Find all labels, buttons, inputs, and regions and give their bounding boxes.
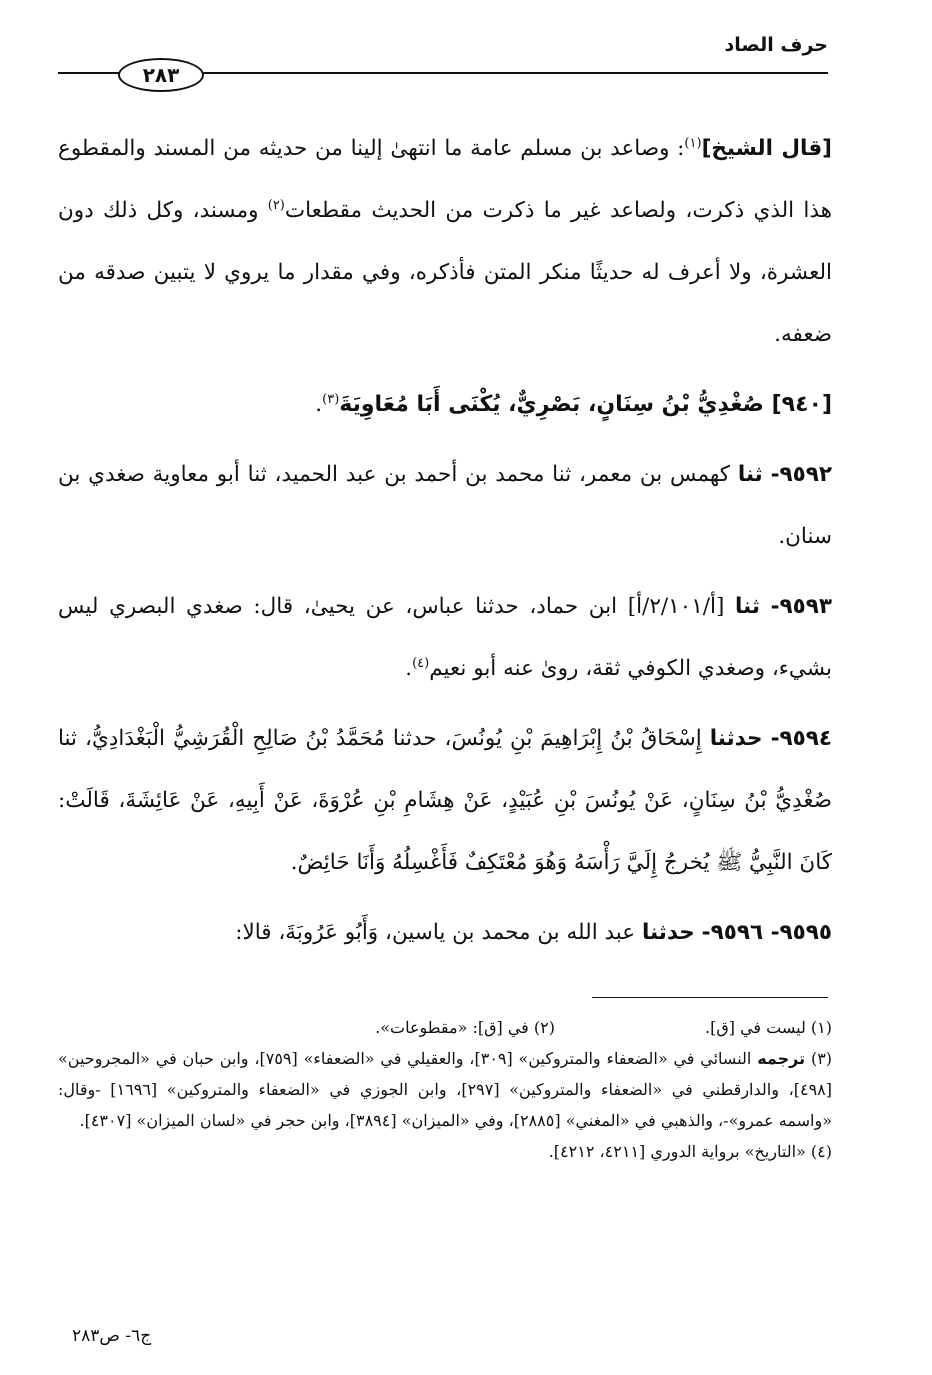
speaker-label: [قال الشيخ]: [701, 136, 832, 161]
narration-keyword: ثنا: [737, 462, 763, 487]
page-header: [58, 32, 828, 87]
main-text: [58, 118, 832, 972]
narration-keyword: حدثنا: [641, 920, 695, 945]
footnote-ref-3[interactable]: (٣): [322, 391, 340, 407]
footnote-number: (٣): [810, 1049, 833, 1068]
footnote-text: النسائي في «الضعفاء والمتروكين» [٣٠٩]، والعقيلي في «الضعفاء» [٧٥٩]، وابن حبان في «المجروحين» [٤٩٨]، والدارقطني في «الضعفاء والمتروكين» [٢٩٧]، وابن الجوزي في «الضعفاء والمتروكين» [١٦٩٦] -وقال: «واسمه عمرو»-، والذهبي في «المغني» [٢٨٨٥]، وفي «الميزان» [٣٨٩٤]، وابن حجر في «لسان الميزان» [٤٣٠٧].: [58, 1049, 833, 1130]
footnote-ref-4[interactable]: (٤): [412, 655, 430, 671]
chapter-title: حرف الصاد: [724, 34, 828, 56]
hadith-text: إِسْحَاقُ بْنُ إِبْرَاهِيمَ بْنِ يُونُسَ، حدثنا مُحَمَّدُ بْنُ صَالِحِ الْقُرَشِيُّ الْبَغْدَادِيُّ، ثنا صُغْدِيُّ بْنُ سِنَانٍ، عَنْ يُونُسَ بْنِ عُبَيْدٍ، عَنْ هِشَامِ بْنِ عُرْوَةَ، عَنْ أَبِيهِ، عَنْ عَائِشَةَ، قَالَتْ: كَانَ النَّبِيُّ ﷺ يُخرجُ إِلَيَّ رَأْسَهُ وَهُوَ مُعْتَكِفٌ فَأَغْسِلُهُ وَأَنَا حَائِضٌ.: [58, 726, 832, 875]
narration-keyword: حدثنا: [709, 726, 763, 751]
entry-end: .: [315, 392, 323, 417]
footnote-ref-2[interactable]: (٢): [267, 197, 285, 213]
footnote-2: (٢) في [ق]: «مقطوعات».: [375, 1018, 555, 1037]
hadith-9593: [58, 576, 832, 700]
entry-940: [58, 374, 832, 436]
narration-keyword: ثنا: [735, 594, 760, 619]
footnote-separator: [592, 997, 828, 998]
hadith-number: ٩٥٩٢-: [770, 462, 832, 487]
footnote-keyword: ترجمه: [757, 1049, 806, 1068]
page-reference: ج٦- ص٢٨٣: [72, 1326, 152, 1346]
hadith-number: ٩٥٩٥- ٩٥٩٦-: [701, 920, 832, 945]
paragraph-text-cont: ومسند، وكل ذلك دون العشرة، ولا أعرف له حديثًا منكر المتن فأذكره، وفي مقدار ما يروي لا يتبين صدقه من ضعفه.: [58, 198, 832, 347]
footnote-3: [58, 1043, 832, 1136]
hadith-number: ٩٥٩٤-: [770, 726, 833, 751]
footnote-4: (٤) «التاريخ» برواية الدوري [٤٢١١، ٤٢١٢].: [548, 1142, 832, 1161]
hadith-9595: [58, 902, 832, 964]
page-number: ٢٨٣: [118, 58, 204, 92]
footnotes: [58, 1012, 832, 1167]
hadith-number: ٩٥٩٣-: [770, 594, 833, 619]
hadith-text: عبد الله بن محمد بن ياسين، وَأَبُو عَرُوبَةَ، قالا:: [235, 920, 636, 945]
hadith-text: كهمس بن معمر، ثنا محمد بن أحمد بن عبد الحميد، ثنا أبو معاوية صغدي بن سنان.: [58, 462, 832, 549]
hadith-9592: [58, 444, 832, 568]
footnote-1: (١) ليست في [ق].: [705, 1018, 832, 1037]
paragraph-text: : وصاعد بن مسلم عامة ما انتهىٰ إلينا من حديثه من المسند والمقطوع هذا الذي ذكرت، ولصاعد غير ما ذكرت من الحديث مقطعات: [58, 136, 832, 223]
entry-heading: [٩٤٠] صُغْدِيُّ بْنُ سِنَانٍ، بَصْرِيٌّ، يُكْنَى أَبَا مُعَاوِيَةَ: [339, 392, 832, 417]
paragraph-sheikh: [58, 118, 832, 366]
hadith-end: .: [405, 656, 413, 681]
footnote-row: [58, 1012, 832, 1043]
hadith-9594: [58, 708, 832, 894]
footnote-ref-1[interactable]: (١): [684, 135, 702, 151]
hadith-text: [أ/٢/١٠١/أ] ابن حماد، حدثنا عباس، عن يحيىٰ، قال: صغدي البصري ليس بشيء، وصغدي الكوفي ثقة، روىٰ عنه أبو نعيم: [58, 594, 832, 681]
